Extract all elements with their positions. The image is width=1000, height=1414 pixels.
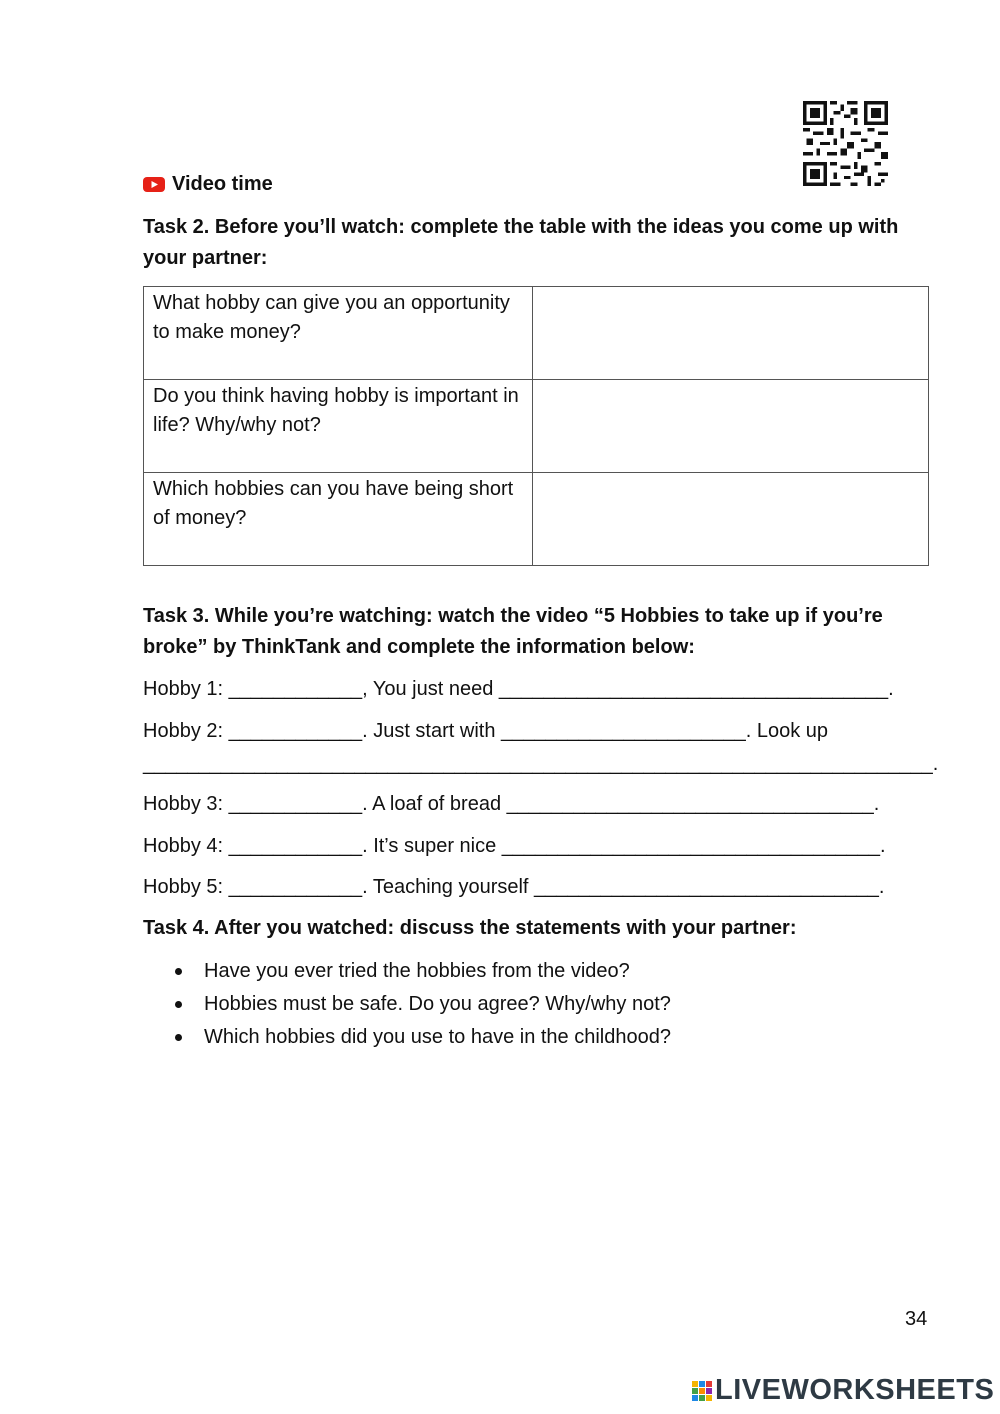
list-item: Hobbies must be safe. Do you agree? Why/why not? xyxy=(143,988,671,1021)
task3-heading: Task 3. While you’re watching: watch the video “5 Hobbies to take up if you’re broke” by ThinkTank and complete the information below: xyxy=(143,605,883,658)
table-row xyxy=(144,473,929,566)
hobby-2-continuation-line: _______________________________________________________________________. xyxy=(143,753,939,775)
task2-heading: Task 2. Before you’ll watch: complete the table with the ideas you come up with your partner: xyxy=(143,216,899,269)
table-question: Which hobbies can you have being short of money? xyxy=(144,473,533,566)
page-number: 34 xyxy=(905,1308,928,1330)
video-time-text: Video time xyxy=(172,173,273,195)
liveworksheets-logo[interactable] xyxy=(692,1374,994,1407)
qr-code-icon xyxy=(803,101,888,186)
task4-heading: Task 4. After you watched: discuss the statements with your partner: xyxy=(143,917,797,939)
ideas-table xyxy=(143,286,929,566)
table-question: What hobby can give you an opportunity to make money? xyxy=(144,287,533,380)
table-row xyxy=(144,287,929,380)
table-answer-cell[interactable] xyxy=(533,473,929,566)
table-question: Do you think having hobby is important in life? Why/why not? xyxy=(144,380,533,473)
hobby-5-line: Hobby 5: ____________. Teaching yourself _______________________________. xyxy=(143,876,885,898)
discussion-list xyxy=(143,955,671,1054)
table-row xyxy=(144,380,929,473)
table-answer-cell[interactable] xyxy=(533,380,929,473)
hobby-4-line: Hobby 4: ____________. It’s super nice __________________________________. xyxy=(143,835,886,857)
hobby-1-line: Hobby 1: ____________, You just need ___________________________________. xyxy=(143,678,894,700)
liveworksheets-icon xyxy=(692,1379,713,1403)
list-item: Have you ever tried the hobbies from the video? xyxy=(143,955,671,988)
video-time-label xyxy=(143,173,273,196)
table-answer-cell[interactable] xyxy=(533,287,929,380)
hobby-2-line: Hobby 2: ____________. Just start with ______________________. Look up xyxy=(143,720,828,742)
youtube-play-icon xyxy=(143,177,165,192)
hobby-3-line: Hobby 3: ____________. A loaf of bread _________________________________. xyxy=(143,793,880,815)
list-item: Which hobbies did you use to have in the childhood? xyxy=(143,1021,671,1054)
brand-text: LIVEWORKSHEETS xyxy=(715,1374,995,1406)
